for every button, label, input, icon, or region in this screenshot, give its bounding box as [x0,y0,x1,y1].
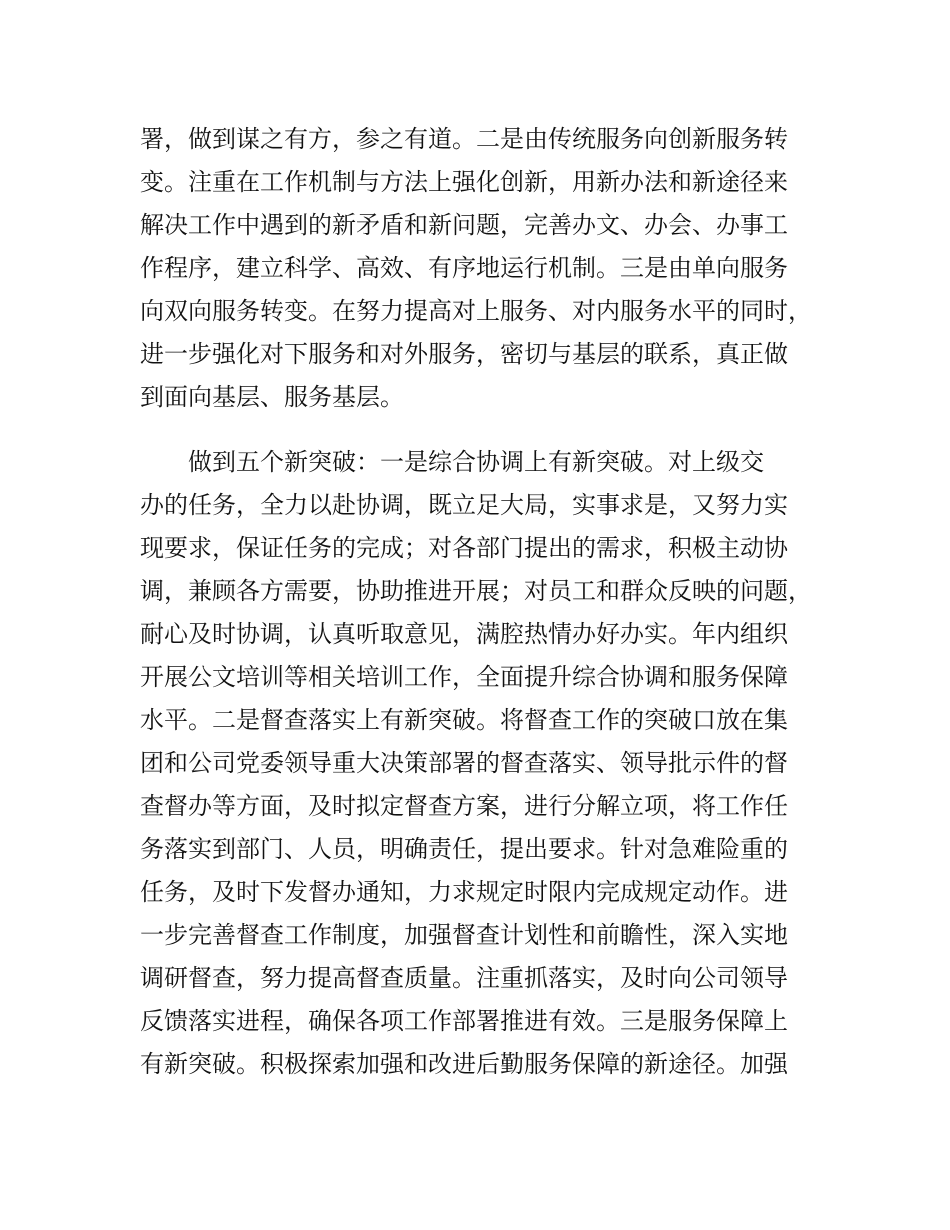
paragraph-line: 作程序，建立科学、高效、有序地运行机制。三是由单向服务 [140,254,788,282]
paragraph-line: 做到五个新突破：一是综合协调上有新突破。对上级交 [140,448,764,476]
paragraph-line: 查督办等方面，及时拟定督查方案，进行分解立项，将工作任 [140,792,788,820]
paragraph-line: 水平。二是督查落实上有新突破。将督查工作的突破口放在集 [140,706,788,734]
paragraph-line: 解决工作中遇到的新矛盾和新问题，完善办文、办会、办事工 [140,211,788,239]
paragraph-line: 有新突破。积极探索加强和改进后勤服务保障的新途径。加强 [140,1050,788,1078]
paragraph-line: 耐心及时协调，认真听取意见，满腔热情办好办实。年内组织 [140,620,788,648]
paragraph-line: 反馈落实进程，确保各项工作部署推进有效。三是服务保障上 [140,1007,788,1035]
paragraph-line: 变。注重在工作机制与方法上强化创新，用新办法和新途径来 [140,168,788,196]
paragraph-1 [140,118,840,419]
paragraph-line: 署，做到谋之有方，参之有道。二是由传统服务向创新服务转 [140,125,788,153]
paragraph-line: 一步完善督查工作制度，加强督查计划性和前瞻性，深入实地 [140,921,788,949]
paragraph-line: 调研督查，努力提高督查质量。注重抓落实，及时向公司领导 [140,964,788,992]
paragraph-2 [140,441,840,1086]
paragraph-line: 现要求，保证任务的完成；对各部门提出的需求，积极主动协 [140,534,788,562]
paragraph-line: 团和公司党委领导重大决策部署的督查落实、领导批示件的督 [140,749,788,777]
paragraph-line: 任务，及时下发督办通知，力求规定时限内完成规定动作。进 [140,878,788,906]
paragraph-line: 调，兼顾各方需要，协助推进开展；对员工和群众反映的问题， [140,577,812,605]
paragraph-line: 向双向服务转变。在努力提高对上服务、对内服务水平的同时， [140,297,812,325]
paragraph-line: 开展公文培训等相关培训工作，全面提升综合协调和服务保障 [140,663,788,691]
paragraph-line: 进一步强化对下服务和对外服务，密切与基层的联系，真正做 [140,340,788,368]
paragraph-line: 办的任务，全力以赴协调，既立足大局，实事求是，又努力实 [140,491,788,519]
paragraph-line: 到面向基层、服务基层。 [140,383,404,411]
paragraph-line: 务落实到部门、人员，明确责任，提出要求。针对急难险重的 [140,835,788,863]
